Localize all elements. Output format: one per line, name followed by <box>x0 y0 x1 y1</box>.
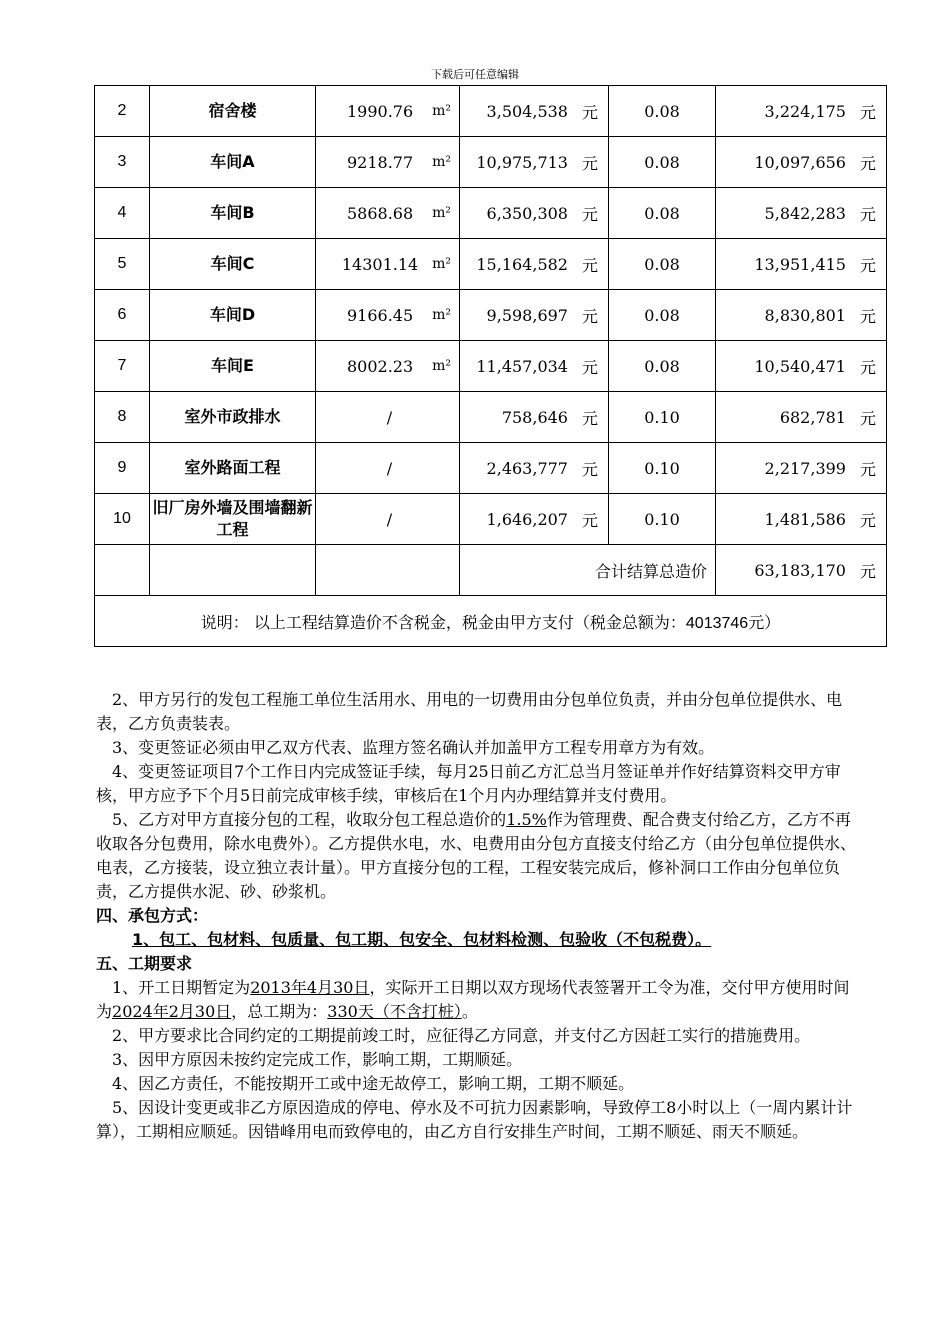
final-unit: 元 <box>859 510 876 530</box>
final-value: 1,481,586 <box>764 509 846 529</box>
clause-p5 <box>96 808 858 904</box>
table-row <box>95 188 887 239</box>
final-value: 10,097,656 <box>754 152 846 172</box>
area-cell <box>316 443 460 494</box>
final-unit: 元 <box>859 204 876 224</box>
project-name: 室外路面工程 <box>150 443 316 494</box>
row-number: 6 <box>95 290 150 341</box>
section-5-heading: 五、工期要求 <box>96 954 193 973</box>
table-row <box>95 86 887 137</box>
final-cell <box>716 290 887 341</box>
project-name: 车间C <box>150 239 316 290</box>
schedule-q5: 5、因设计变更或非乙方原因造成的停电、停水及不可抗力因素影响，导致停工8小时以上（一周内累计计算），工期相应顺延。因错峰用电而致停电的，由乙方自行安排生产时间，工期不顺延、雨天不顺延。 <box>96 1098 853 1141</box>
clause-p4: 4、变更签证项目7个工作日内完成签证手续，每月25日前乙方汇总当月签证单并作好结算资料交甲方审核，甲方应予下个月5日前完成审核手续，审核后在1个月内办理结算并支付费用。 <box>96 762 841 805</box>
cost-unit: 元 <box>581 510 598 530</box>
empty-cell <box>316 545 460 596</box>
area-value: 9218.77 <box>346 152 414 172</box>
row-number: 9 <box>95 443 150 494</box>
final-unit: 元 <box>859 357 876 377</box>
area-value: / <box>386 509 393 529</box>
empty-cell <box>150 545 316 596</box>
final-value: 5,842,283 <box>764 203 846 223</box>
final-unit: 元 <box>859 255 876 275</box>
area-unit: m² <box>432 103 451 119</box>
cost-value: 2,463,777 <box>486 458 568 478</box>
total-row <box>95 545 887 596</box>
table-body <box>95 86 887 545</box>
area-cell <box>316 239 460 290</box>
clause-p2: 2、甲方另行的发包工程施工单位生活用水、用电的一切费用由分包单位负责，并由分包单位提供水、电表，乙方负责装表。 <box>96 690 843 733</box>
contract-text <box>96 688 858 1144</box>
area-unit: m² <box>432 358 451 374</box>
table-row <box>95 290 887 341</box>
delivery-date: 2024年2月30日 <box>112 1002 232 1021</box>
row-number: 5 <box>95 239 150 290</box>
final-cell <box>716 86 887 137</box>
schedule-q3: 3、因甲方原因未按约定完成工作，影响工期，工期顺延。 <box>112 1050 523 1069</box>
area-value: 9166.45 <box>346 305 414 325</box>
cost-cell <box>460 392 609 443</box>
q1-text-a: 1、开工日期暂定为 <box>112 978 251 997</box>
cost-unit: 元 <box>581 357 598 377</box>
final-unit: 元 <box>859 102 876 122</box>
table-row <box>95 494 887 545</box>
table-row <box>95 443 887 494</box>
cost-value: 1,646,207 <box>486 509 568 529</box>
area-value: 14301.14 <box>341 254 419 274</box>
area-unit: m² <box>432 256 451 272</box>
final-value: 682,781 <box>779 407 846 427</box>
note-row <box>95 596 887 647</box>
q1-text-c: ，总工期为： <box>231 1002 328 1021</box>
cost-value: 15,164,582 <box>476 254 568 274</box>
p5-text-a: 5、乙方对甲方直接分包的工程，收取分包工程总造价的 <box>112 810 507 829</box>
cost-unit: 元 <box>581 459 598 479</box>
p5-text-b: 作为管理费、配合费支付给乙方，乙方不再收取各分包费用，除水电费外）。乙方提供水电，水、电费用由分包方直接支付给乙方（由分包单位提供水、电表，乙方接装，设立独立表计量）。甲方直接分包的工程，工程安装完成后，修补洞口工作由分包单位负责，乙方提供水泥、砂、砂浆机。 <box>96 810 857 901</box>
final-cell <box>716 188 887 239</box>
area-cell <box>316 137 460 188</box>
rate-cell: 0.10 <box>609 392 716 443</box>
final-cell <box>716 341 887 392</box>
final-value: 2,217,399 <box>764 458 846 478</box>
cost-unit: 元 <box>581 102 598 122</box>
rate-cell: 0.08 <box>609 341 716 392</box>
area-value: 5868.68 <box>346 203 414 223</box>
cost-value: 10,975,713 <box>476 152 568 172</box>
cost-cell <box>460 188 609 239</box>
project-name: 车间E <box>150 341 316 392</box>
empty-cell <box>95 545 150 596</box>
cost-cell <box>460 290 609 341</box>
final-unit: 元 <box>859 153 876 173</box>
clause-p3: 3、变更签证必须由甲乙双方代表、监理方签名确认并加盖甲方工程专用章方为有效。 <box>112 738 715 757</box>
area-value: / <box>386 407 393 427</box>
cost-value: 758,646 <box>501 407 568 427</box>
contract-mode-clause: 1、包工、包材料、包质量、包工期、包安全、包材料检测、包验收（不包税费）。 <box>132 930 712 949</box>
cost-value: 9,598,697 <box>486 305 568 325</box>
row-number: 10 <box>95 494 150 545</box>
cost-value: 3,504,538 <box>486 101 568 121</box>
project-name: 车间B <box>150 188 316 239</box>
final-cell <box>716 443 887 494</box>
note-prefix: 说明： 以上工程结算造价不含税金，税金由甲方支付（税金总额为： <box>200 612 686 632</box>
q1-text-d: 。 <box>461 1002 478 1021</box>
rate-cell: 0.08 <box>609 239 716 290</box>
row-number: 2 <box>95 86 150 137</box>
start-date: 2013年4月30日 <box>250 978 370 997</box>
final-cell <box>716 392 887 443</box>
total-unit: 元 <box>859 561 876 581</box>
q1-text-b: ，实际开工日期以双方现场代表签署开工令为准，交付甲方使用时间为 <box>96 978 850 1021</box>
area-cell <box>316 341 460 392</box>
total-cell <box>716 545 887 596</box>
area-unit: m² <box>432 205 451 221</box>
final-value: 13,951,415 <box>754 254 846 274</box>
area-cell <box>316 392 460 443</box>
cost-unit: 元 <box>581 306 598 326</box>
area-cell <box>316 290 460 341</box>
cost-cell <box>460 494 609 545</box>
area-cell <box>316 86 460 137</box>
table-row <box>95 137 887 188</box>
project-name: 车间A <box>150 137 316 188</box>
area-value: 8002.23 <box>346 356 414 376</box>
table-row <box>95 239 887 290</box>
cost-cell <box>460 137 609 188</box>
note-suffix: 元） <box>748 612 781 632</box>
area-cell <box>316 188 460 239</box>
cost-value: 6,350,308 <box>486 203 568 223</box>
final-value: 10,540,471 <box>754 356 846 376</box>
cost-unit: 元 <box>581 408 598 428</box>
final-cell <box>716 137 887 188</box>
rate-cell: 0.10 <box>609 494 716 545</box>
tax-amount: 4013746 <box>685 614 749 632</box>
row-number: 4 <box>95 188 150 239</box>
table-row <box>95 392 887 443</box>
section-4-heading: 四、承包方式： <box>96 906 209 925</box>
area-value: / <box>386 458 393 478</box>
final-value: 8,830,801 <box>764 305 846 325</box>
schedule-q2: 2、甲方要求比合同约定的工期提前竣工时，应征得乙方同意，并支付乙方因赶工实行的措施费用。 <box>112 1026 811 1045</box>
cost-unit: 元 <box>581 153 598 173</box>
rate-cell: 0.08 <box>609 188 716 239</box>
cost-cell <box>460 443 609 494</box>
p5-rate: 1.5% <box>506 810 547 829</box>
row-number: 8 <box>95 392 150 443</box>
final-value: 3,224,175 <box>764 101 846 121</box>
project-name: 室外市政排水 <box>150 392 316 443</box>
row-number: 7 <box>95 341 150 392</box>
schedule-q1 <box>96 976 858 1024</box>
final-unit: 元 <box>859 306 876 326</box>
cost-unit: 元 <box>581 204 598 224</box>
cost-cell <box>460 239 609 290</box>
cost-cell <box>460 341 609 392</box>
table-row <box>95 341 887 392</box>
table-note <box>95 596 887 647</box>
area-value: 1990.76 <box>346 101 414 121</box>
total-label: 合计结算总造价 <box>460 545 716 596</box>
settlement-table <box>94 85 887 647</box>
project-name: 旧厂房外墙及围墙翻新工程 <box>150 494 316 545</box>
final-cell <box>716 494 887 545</box>
area-cell <box>316 494 460 545</box>
cost-value: 11,457,034 <box>476 356 568 376</box>
project-name: 宿舍楼 <box>150 86 316 137</box>
final-cell <box>716 239 887 290</box>
row-number: 3 <box>95 137 150 188</box>
schedule-q4: 4、因乙方责任，不能按期开工或中途无故停工，影响工期，工期不顺延。 <box>112 1074 635 1093</box>
cost-unit: 元 <box>581 255 598 275</box>
rate-cell: 0.08 <box>609 137 716 188</box>
project-name: 车间D <box>150 290 316 341</box>
area-unit: m² <box>432 307 451 323</box>
total-value: 63,183,170 <box>754 560 846 580</box>
cost-cell <box>460 86 609 137</box>
total-duration: 330天（不含打桩） <box>327 1002 462 1021</box>
rate-cell: 0.08 <box>609 86 716 137</box>
area-unit: m² <box>432 154 451 170</box>
rate-cell: 0.08 <box>609 290 716 341</box>
rate-cell: 0.10 <box>609 443 716 494</box>
final-unit: 元 <box>859 408 876 428</box>
page-header: 下载后可任意编辑 <box>431 68 519 81</box>
final-unit: 元 <box>859 459 876 479</box>
